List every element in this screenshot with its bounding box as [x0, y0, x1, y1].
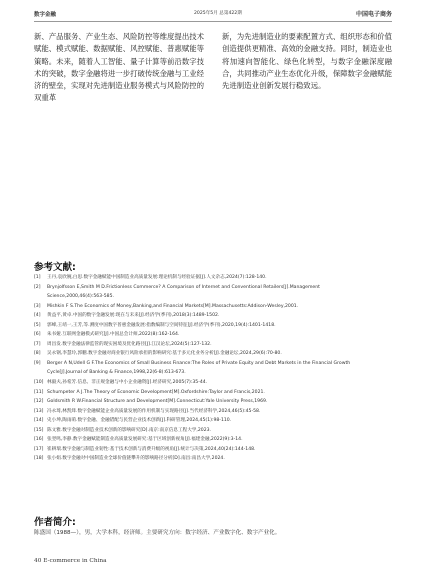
page-footer: 40 E-commerce in China [34, 558, 107, 564]
reference-item: [15] 陈文雅.数字金融对制造业技术创新的影响研究[D].南京:南京信息工程大学,2023. [34, 427, 212, 433]
reference-item: Cycle[J].Journal of Banking & Finance,1998,22(6-8):613-673. [47, 370, 186, 376]
body-left-column: 新、产品服务、产业生态、风险防控等维度提出技术赋能、模式赋能、数据赋能、风控赋能、普惠赋能等策略。未来，随着人工智能、量子计算等前沿数字技术的突破，数字金融将进一步打破传统金融与工业经济的壁垒，实现对先进制造业服务模式与风险防控的双重革 [34, 32, 204, 103]
body-right-column: 新，为先进制造业的要素配置方式、组织形态和价值创造提供更精准、高效的金融支持。同时，制造业也将加速向智能化、绿色化转型，与数字金融深度融合，共同推动产业生态优化升级，保障数字金融赋能先进制造业创新发展行稳致远。 [222, 32, 392, 91]
reference-item: [16] 张翌鸣,李静.数字金融赋能制造业高质量发展研究:基于区域创新视角[J].福建金融,2022(9):3-14. [34, 437, 243, 443]
reference-item: [9] Berger A N,Udell G F.The Economics of Small Business Finance:The Roles of Private Equity and Debt Markets in the Financial Growth [34, 360, 351, 366]
reference-item: [17] 崔耕瑞.数字金融与制造业韧性:基于技术创新与消费升级的视角[J].统计与决策,2024,40(24):144-148. [34, 446, 256, 452]
reference-item: [14] 史小坤,陶雨萌.数字金融、金融错配与民营企业技术创新[J].科研管理,2024,45(1):98-110. [34, 418, 232, 424]
reference-item: [4] 黄益平,黄卓.中国的数字金融发展:现在与未来[J].经济学(季刊),2018(3):1489-1502. [34, 313, 220, 319]
issue-label: 2025年5月 总第422期 [194, 11, 242, 16]
header-divider [34, 21, 392, 22]
references-title: 参考文献: [34, 262, 76, 273]
reference-item: [7] 周昌发.数字金融法律监管的现实困境及优化路径[J].江汉论坛,2024(5):127-132. [34, 341, 212, 347]
reference-item: [1] 王丹,袁欣婉,白思.数字金融赋能中国制造业高质量发展:理论机制与经验证据[J].人文杂志,2024(7):128-140. [34, 275, 267, 280]
reference-item: [10] 林毅夫,孙希芳.信息、非正规金融与中小企业融资[J].经济研究,2005(7):35-44. [34, 380, 208, 386]
page-header [34, 8, 392, 20]
reference-item: Science,2000,46(4):563-585. [47, 294, 114, 300]
references-list [34, 273, 396, 464]
section-label: 数字金融 [34, 12, 57, 18]
reference-item: [5] 郭峰,王靖一,王芳,等.测度中国数字普惠金融发展:指数编制与空间特征[J].经济学(季刊),2020,19(4):1401-1418. [34, 322, 276, 328]
reference-item: [2] Brynjolfsson E,Smith M D.Frictionless Commerce? A Comparison of Internet and Conventional Retailers[J].Management [34, 284, 320, 290]
journal-brand: 中国电子商务 [355, 11, 392, 18]
reference-item: [6] 朱书娅.互联网金融模式研究[J].中国总会计师,2022(8):162-164. [34, 332, 180, 338]
reference-item: [13] 冯永琦,林凯烽.数字金融赋能企业高质量发展的作用机制与实现路径[J].当代经济科学,2024,46(5):45-58. [34, 408, 261, 414]
reference-item: [18] 张小娟.数字金融对中国制造业全球价值链攀升的影响路径分析[D].南昌:南昌大学,2024. [34, 456, 225, 462]
reference-item: [3] Mishkin F S.The Economics of Money,Banking,and Financial Markets[M].Massachusetts:Addison-Wesley,2001. [34, 303, 299, 309]
author-bio-title: 作者简介: [34, 517, 76, 528]
reference-item: [11] Schumpeter A J.The Theory of Economic Development[M].Oxfordshire:Taylor and Francis,2021. [34, 389, 265, 395]
reference-item: [8] 吴永钢,李慧玲,郭鹏.数字金融对商业银行风险承担的影响研究:基于多元化业务分析[J].金融论坛,2024,29(6):70-80. [34, 351, 282, 357]
author-bio-text: 陈盛国（1988—），男，大学本科，经济师。主要研究方向：数字经济、产业数字化、数字产业化。 [34, 530, 281, 536]
reference-item: [12] Goldsmith R W.Financial Structure and Development[M].Connecticut:Yale University Press,1969. [34, 399, 268, 405]
